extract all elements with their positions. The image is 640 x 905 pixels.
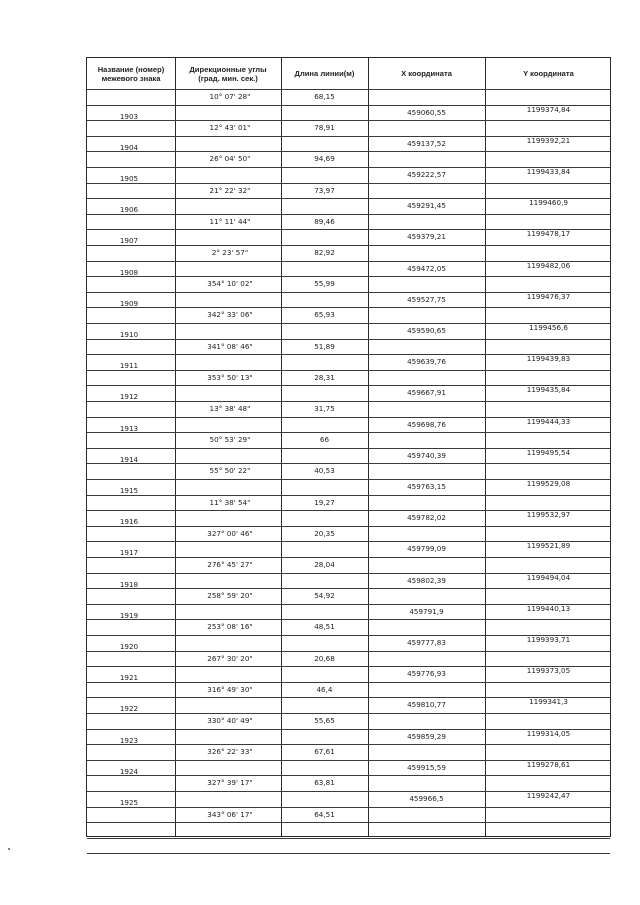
line-length: 40,53 <box>314 466 335 476</box>
mark-name: 1913 <box>119 423 139 433</box>
x-coordinate: 459639,76 <box>407 357 446 367</box>
header-x: X координата <box>401 69 452 78</box>
line-length: 51,89 <box>314 341 335 351</box>
x-coordinate: 459802,39 <box>407 575 446 585</box>
mark-name: 1917 <box>119 548 139 558</box>
x-coordinate: 459740,39 <box>407 450 446 460</box>
y-coordinate: 1199433,84 <box>526 167 571 176</box>
y-coordinate: 1199532,97 <box>526 510 571 520</box>
direction-angle: 342° 33' 06" <box>207 310 253 320</box>
mark-name: 1919 <box>119 610 139 620</box>
mark-name: 1910 <box>119 330 139 339</box>
x-coordinate: 459137,52 <box>407 138 446 148</box>
header-mark-name-line1: Название (номер) <box>97 64 165 74</box>
direction-angle: 354° 10' 02" <box>207 279 253 289</box>
mark-name: 1918 <box>119 579 139 589</box>
direction-angle: 258° 59' 20" <box>207 591 253 601</box>
line-length: 64,51 <box>314 809 335 819</box>
line-length: 48,51 <box>314 622 335 632</box>
y-coordinate: 1199278,61 <box>526 759 571 769</box>
direction-angle: 267° 30' 20" <box>207 653 253 663</box>
direction-angle: 26° 04' 50" <box>209 154 251 164</box>
x-coordinate: 459763,15 <box>407 482 446 491</box>
y-coordinate: 1199373,05 <box>526 666 571 676</box>
mark-name: 1920 <box>119 642 139 651</box>
y-coordinate: 1199392,21 <box>526 135 571 145</box>
direction-angle: 353° 50' 13" <box>207 372 253 382</box>
header-mark-name <box>87 58 175 89</box>
x-coordinate: 459966,5 <box>409 794 444 803</box>
mark-name: 1921 <box>119 673 139 683</box>
line-length: 55,65 <box>314 716 335 725</box>
direction-angle: 326° 22' 33" <box>207 747 253 757</box>
mark-name: 1909 <box>119 298 139 308</box>
y-coordinate: 1199435,84 <box>526 385 571 395</box>
x-coordinate: 459859,29 <box>407 731 446 741</box>
x-coordinate: 459222,57 <box>407 170 446 179</box>
mark-name: 1923 <box>119 735 139 745</box>
y-coordinate: 1199482,06 <box>526 260 571 270</box>
row-divider <box>87 838 610 839</box>
header-angles-line2: (град. мин. сек.) <box>198 73 258 83</box>
row-divider <box>87 822 610 823</box>
mark-name: 1914 <box>119 454 139 464</box>
x-coordinate: 459810,77 <box>407 700 446 710</box>
x-coordinate: 459782,02 <box>407 513 446 523</box>
x-coordinate: 459799,09 <box>407 544 446 554</box>
direction-angle: 50° 53' 29" <box>209 435 251 445</box>
direction-angle: 12° 43' 01" <box>209 123 251 133</box>
line-length: 28,31 <box>314 372 335 382</box>
mark-name: 1906 <box>119 205 139 215</box>
mark-name: 1922 <box>119 704 139 714</box>
y-coordinate: 1199439,83 <box>526 354 571 364</box>
y-coordinate: 1199393,71 <box>526 635 571 644</box>
mark-name: 1925 <box>119 798 139 807</box>
y-coordinate: 1199444,33 <box>526 416 571 426</box>
mark-name: 1911 <box>119 361 139 371</box>
x-coordinate: 459776,93 <box>407 669 446 679</box>
mark-name: 1905 <box>119 174 139 183</box>
direction-angle: 13° 38' 48" <box>209 404 251 413</box>
line-length: 78,91 <box>314 123 335 133</box>
y-coordinate: 1199476,37 <box>526 291 571 301</box>
y-coordinate: 1199440,13 <box>526 603 571 613</box>
direction-angle: 276° 45' 27" <box>207 560 253 569</box>
row-divider <box>87 89 610 90</box>
line-length: 68,15 <box>314 92 335 101</box>
line-length: 89,46 <box>314 216 335 226</box>
mark-name: 1915 <box>119 486 139 495</box>
line-length: 65,93 <box>314 310 335 320</box>
line-length: 63,81 <box>314 778 335 788</box>
direction-angle: 11° 11' 44" <box>209 216 251 226</box>
y-coordinate: 1199242,47 <box>526 791 571 800</box>
x-coordinate: 459472,05 <box>407 263 446 273</box>
direction-angle: 327° 39' 17" <box>207 778 253 788</box>
scan-speck <box>8 848 10 850</box>
y-coordinate: 1199460,9 <box>529 198 568 208</box>
direction-angle: 21° 22' 32" <box>209 185 251 195</box>
header-mark-name-line2: межевого знака <box>101 73 161 83</box>
line-length: 19,27 <box>314 497 335 507</box>
mark-name: 1907 <box>119 236 139 246</box>
x-coordinate: 459698,76 <box>407 419 446 429</box>
header-length: Длина линии(м) <box>294 69 355 78</box>
direction-angle: 11° 38' 54" <box>209 497 251 507</box>
x-coordinate: 459527,75 <box>407 294 446 304</box>
line-length: 20,68 <box>314 653 335 663</box>
direction-angle: 327° 00' 46" <box>207 528 253 538</box>
x-coordinate: 459667,91 <box>407 388 446 398</box>
x-coordinate: 459777,83 <box>407 638 446 647</box>
line-length: 20,35 <box>314 528 335 538</box>
direction-angle: 330° 40' 49" <box>207 716 253 725</box>
direction-angle: 10° 07' 28" <box>209 92 251 101</box>
y-coordinate: 1199341,3 <box>529 697 568 707</box>
x-coordinate: 459915,59 <box>407 762 446 772</box>
x-coordinate: 459060,55 <box>407 107 446 117</box>
row-divider <box>87 853 610 854</box>
x-coordinate: 459379,21 <box>407 232 446 242</box>
line-length: 54,92 <box>314 591 335 601</box>
y-coordinate: 1199374,84 <box>526 104 571 114</box>
mark-name: 1904 <box>119 142 139 152</box>
mark-name: 1908 <box>119 267 139 277</box>
line-length: 94,69 <box>314 154 335 164</box>
direction-angle: 341° 08' 46" <box>207 341 253 351</box>
line-length: 31,75 <box>314 404 335 413</box>
coordinates-table <box>86 57 611 837</box>
header-y: Y координата <box>523 69 574 78</box>
direction-angle: 343° 06' 17" <box>207 809 253 819</box>
line-length: 55,99 <box>314 279 335 289</box>
direction-angle: 316° 49' 30" <box>207 684 253 694</box>
x-coordinate: 459590,65 <box>407 326 446 335</box>
header-angles-line1: Дирекционные углы <box>189 64 267 74</box>
y-coordinate: 1199521,89 <box>526 541 571 551</box>
x-coordinate: 459791,9 <box>409 606 444 616</box>
y-coordinate: 1199494,04 <box>526 572 571 582</box>
y-coordinate: 1199495,54 <box>526 447 571 457</box>
y-coordinate: 1199529,08 <box>526 479 571 488</box>
mark-name: 1924 <box>119 766 139 776</box>
direction-angle: 253° 08' 16" <box>207 622 253 632</box>
x-coordinate: 459291,45 <box>407 201 446 211</box>
line-length: 73,97 <box>314 185 335 195</box>
line-length: 67,61 <box>314 747 335 757</box>
y-coordinate: 1199478,17 <box>526 229 571 239</box>
header-angles <box>175 58 281 89</box>
line-length: 66 <box>319 435 330 445</box>
mark-name: 1903 <box>119 111 139 121</box>
mark-name: 1912 <box>119 392 139 402</box>
direction-angle: 2° 23' 57" <box>211 248 249 257</box>
y-coordinate: 1199314,05 <box>526 728 571 738</box>
line-length: 82,92 <box>314 248 335 257</box>
y-coordinate: 1199456,6 <box>529 323 568 332</box>
mark-name: 1916 <box>119 517 139 527</box>
line-length: 28,04 <box>314 560 335 569</box>
direction-angle: 55° 50' 22" <box>209 466 251 476</box>
line-length: 46,4 <box>316 684 333 694</box>
